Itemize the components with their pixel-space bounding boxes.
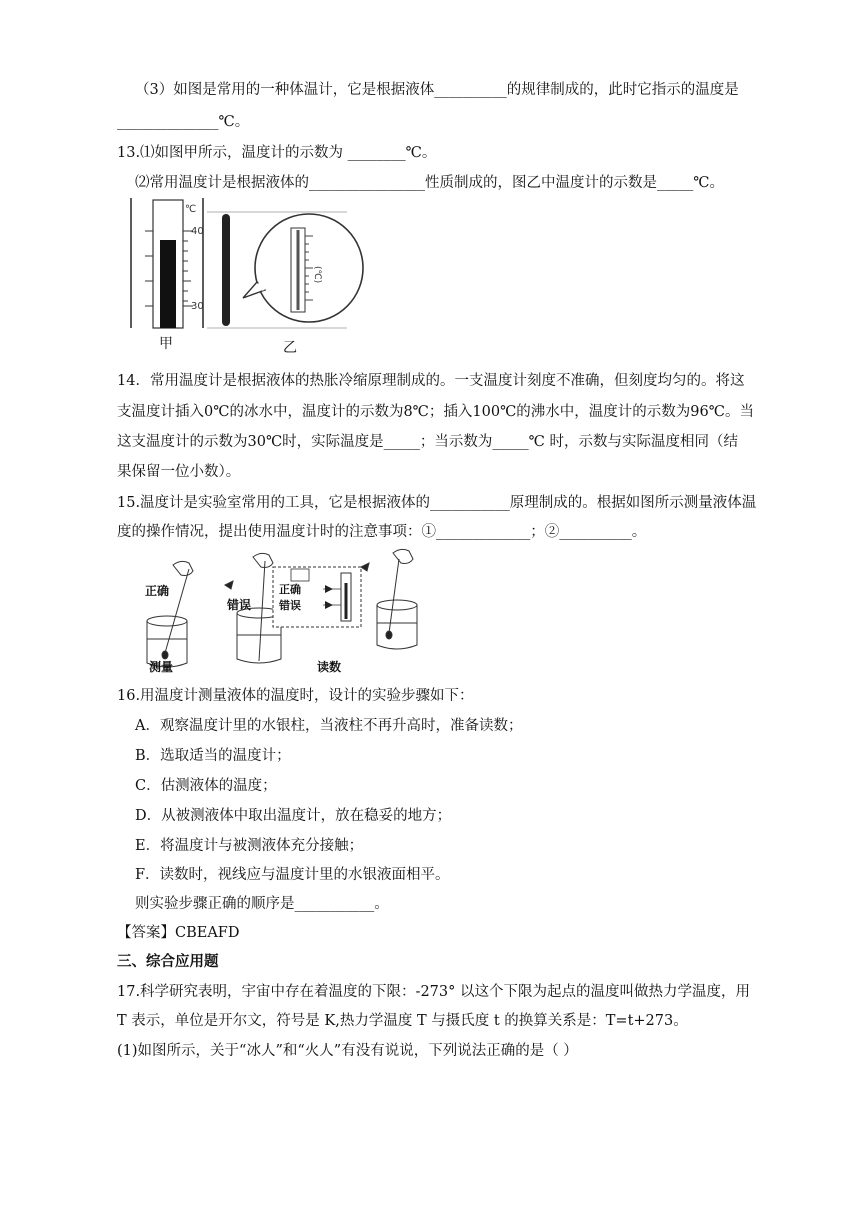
thermometer-jia [131,198,204,328]
wrong-label: 错误 [227,598,252,612]
q15-line1: 15.温度计是实验室常用的工具，它是根据液体的___________原理制成的。根据如图所示测量液体温 [117,495,757,511]
q16-step-b: B．选取适当的温度计； [135,748,291,764]
q14-line4: 果保留一位小数）。 [117,464,241,480]
zoom-unit-label: (℃) [312,266,322,284]
correct-label: 正确 [145,584,170,598]
q17-line3: (1)如图所示，关于“冰人”和“火人”有没有说说，下列说法正确的是（ ） [117,1043,578,1059]
q16-step-f: F．读数时，视线应与温度计里的水银液面相平。 [135,867,450,883]
label-jia: 甲 [159,336,173,352]
q14-line1: 14．常用温度计是根据液体的热胀冷缩原理制成的。一支温度计刻度不准确，但刻度均匀的。将这 [117,373,745,389]
section-title: 三、综合应用题 [117,953,219,970]
zoom-wrong-label: 错误 [279,599,301,612]
read-label: 读数 [317,660,342,674]
measure-correct [147,561,193,667]
mercury-column [160,240,176,328]
q16-step-d: D．从被测液体中取出温度计，放在稳妥的地方； [135,808,452,824]
q12-3-line2: ______________℃。 [117,114,250,130]
q16-step-c: C．估测液体的温度； [135,778,277,794]
q16-stem: 16.用温度计测量液体的温度时，设计的实验步骤如下： [117,688,474,704]
unit-label: ℃ [185,204,197,215]
thermometer-yi [207,212,363,328]
q13-line1: 13.⑴如图甲所示，温度计的示数为 ________℃。 [117,145,437,161]
reading-beaker [361,549,417,649]
q15-thermometer-usage-figure [145,543,450,675]
q13-line2: ⑵常用温度计是根据液体的________________性质制成的，图乙中温度计的示数是_____℃。 [135,175,724,191]
tick-30: 30 [191,301,204,312]
q17-line2: T 表示，单位是开尔文，符号是 K,热力学温度 T 与摄氏度 t 的换算关系是：T=t+273。 [117,1013,688,1029]
q12-3-line1: （3）如图是常用的一种体温计，它是根据液体__________的规律制成的，此时它指示的温度是 [135,82,739,98]
measure-label: 测量 [149,660,174,674]
q16-step-a: A．观察温度计里的水银柱，当液柱不再升高时，准备读数； [135,718,523,734]
q13-thermometer-figure [125,196,350,354]
q14-line2: 支温度计插入0℃的冰水中，温度计的示数为8℃；插入100℃的沸水中，温度计的示数为96℃。当 [117,404,754,420]
q16-ask: 则实验步骤正确的顺序是___________。 [135,896,389,912]
q16-step-e: E．将温度计与被测液体充分接触； [135,838,364,854]
zoom-correct-label: 正确 [279,583,301,596]
q17-line1: 17.科学研究表明，宇宙中存在着温度的下限：-273° 以这个下限为起点的温度叫做热力学温度，用 [117,984,750,1000]
label-yi: 乙 [283,340,297,356]
q15-line2: 度的操作情况，提出使用温度计时的注意事项：①_____________；②__________。 [117,524,647,540]
q14-line3: 这支温度计的示数为30℃时，实际温度是_____；当示数为_____℃ 时，示数与实际温度相同（结 [117,434,738,450]
tick-40: 40 [191,226,204,237]
q16-answer: 【答案】CBEAFD [117,925,240,941]
reading-zoom [273,567,361,627]
